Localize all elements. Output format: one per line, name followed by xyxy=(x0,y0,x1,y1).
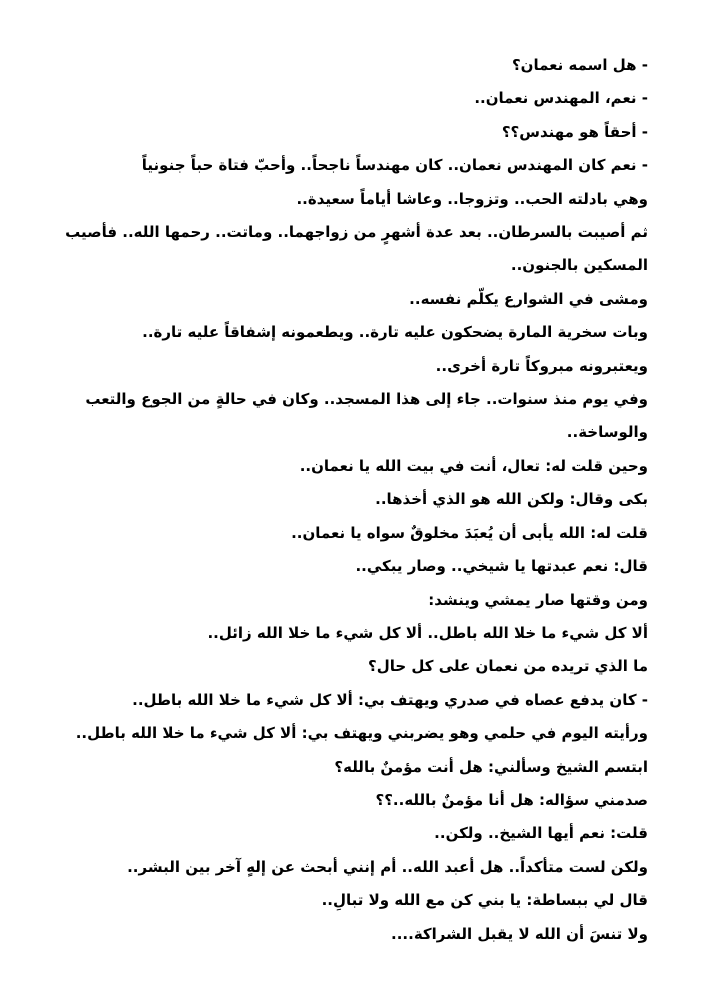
paragraph: قلت له: الله يأبى أن يُعبَدَ مخلوقٌ سواه يا نعمان.. xyxy=(291,523,648,542)
document-body xyxy=(38,49,648,951)
paragraph: ومن وقتها صار يمشي وينشد: xyxy=(428,590,648,609)
paragraph: ولا تنسَ أن الله لا يقبل الشراكة.... xyxy=(391,924,648,943)
paragraph: قال: نعم عبدتها يا شيخي.. وصار يبكي.. xyxy=(355,557,648,576)
paragraph: وهي بادلته الحب.. وتزوجا.. وعاشا أياماً سعيدة.. xyxy=(296,189,648,208)
paragraph: - أحقاً هو مهندس؟؟ xyxy=(501,122,648,141)
paragraph: ألا كل شيء ما خلا الله باطل.. ألا كل شيء ما خلا الله زائل.. xyxy=(207,623,648,642)
paragraph: ولكن لست متأكداً.. هل أعبد الله.. أم إنني أبحث عن إلهٍ آخر بين البشر.. xyxy=(127,857,648,876)
paragraph: بكى وقال: ولكن الله هو الذي أخذها.. xyxy=(375,490,648,509)
paragraph: ثم أصيبت بالسرطان.. بعد عدة أشهرٍ من زواجهما.. وماتت.. رحمها الله.. فأصيب المسكين بالجنون.. xyxy=(65,223,648,275)
paragraph: ومشى في الشوارع يكلّم نفسه.. xyxy=(409,289,648,308)
paragraph: ورأيته اليوم في حلمي وهو يضربني ويهتف بي: ألا كل شيء ما خلا الله باطل.. xyxy=(75,724,648,743)
paragraph: ما الذي تريده من نعمان على كل حال؟ xyxy=(368,657,648,676)
paragraph: صدمني سؤاله: هل أنا مؤمنٌ بالله..؟؟ xyxy=(375,790,648,809)
paragraph: قال لي ببساطة: يا بني كن مع الله ولا تبالِ.. xyxy=(321,891,648,910)
paragraph: وبات سخرية المارة يضحكون عليه تارة.. ويطعمونه إشفاقاً عليه تارة.. xyxy=(142,323,648,342)
paragraph: - نعم كان المهندس نعمان.. كان مهندساً ناجحاً.. وأحبّ فتاة حباً جنونياً xyxy=(141,156,648,175)
paragraph: قلت: نعم أيها الشيخ.. ولكن.. xyxy=(434,824,648,843)
paragraph: وحين قلت له: تعال، أنت في بيت الله يا نعمان.. xyxy=(299,456,648,475)
paragraph: ويعتبرونه مبروكاً تارة أخرى.. xyxy=(435,356,648,375)
paragraph: - كان يدفع عصاه في صدري ويهتف بي: ألا كل شيء ما خلا الله باطل.. xyxy=(132,690,648,709)
paragraph: - نعم، المهندس نعمان.. xyxy=(474,89,648,108)
paragraph: ابتسم الشيخ وسألني: هل أنت مؤمنٌ بالله؟ xyxy=(334,757,648,776)
paragraph: وفي يوم منذ سنوات.. جاء إلى هذا المسجد.. وكان في حالةٍ من الجوع والتعب والوساخة.. xyxy=(85,390,648,442)
paragraph: - هل اسمه نعمان؟ xyxy=(511,56,648,74)
